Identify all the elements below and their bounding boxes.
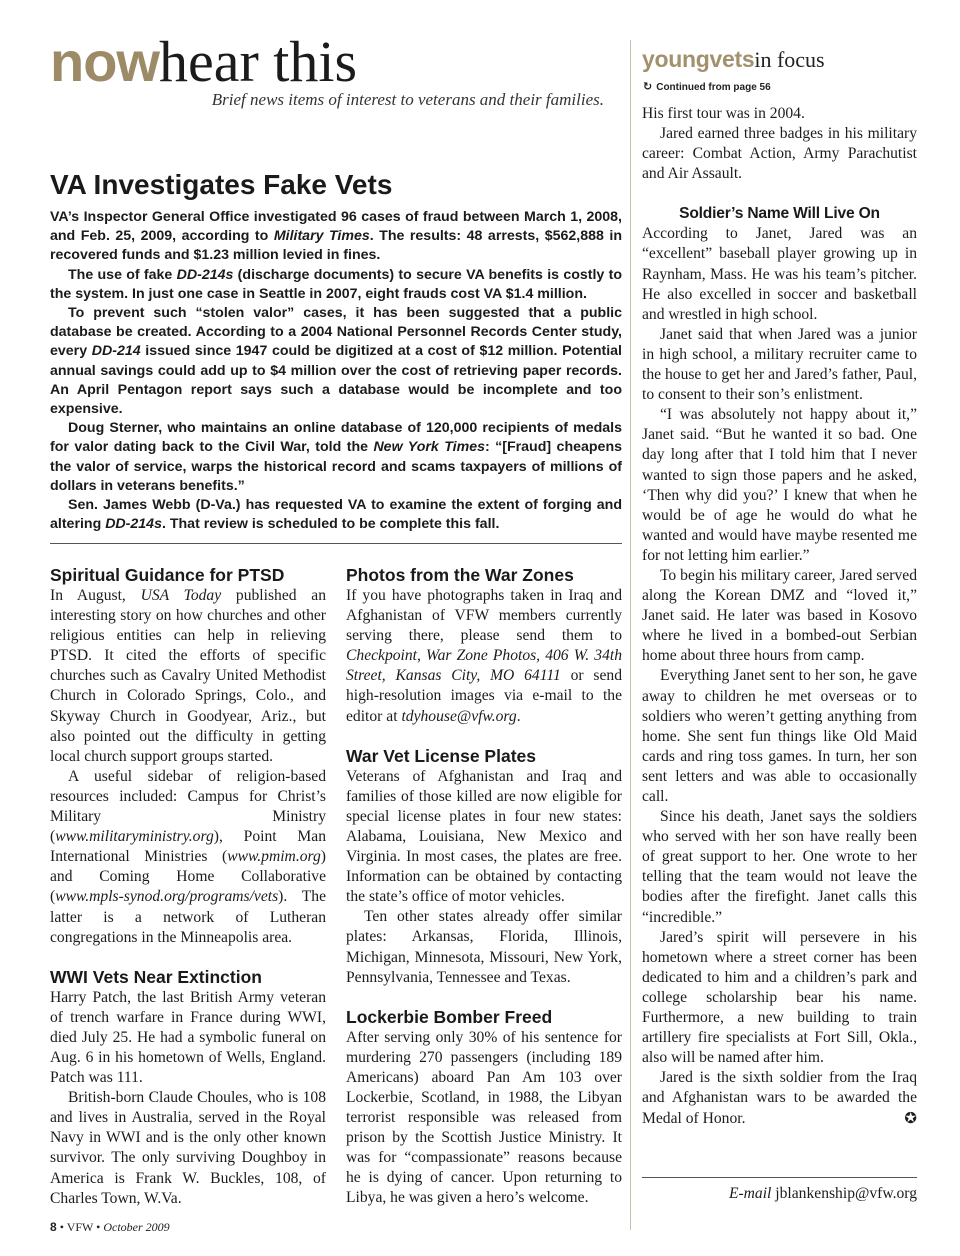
main-paragraph: VA’s Inspector General Office investigated 96 cases of fraud between March 1, 2008, and Feb. 25, 2009, according to Military Times. The results: 48 arrests, $562,888 in recovered funds and $1.23 million levied in fines.	[50, 209, 622, 264]
sidebar-paragraph: Jared earned three badges in his military career: Combat Action, Army Parachutist and Air Assault.	[642, 125, 917, 183]
sidebar-divider	[630, 40, 631, 1230]
ptsd-heading: Spiritual Guidance for PTSD	[50, 565, 285, 585]
sidebar-title	[642, 46, 922, 73]
main-article-body	[50, 208, 622, 534]
masthead-subtitle: Brief news items of interest to veterans and their families.	[211, 90, 604, 109]
sidebar-title-youngvets: youngvets	[642, 46, 755, 72]
lockerbie-paragraph: After serving only 30% of his sentence for murdering 270 passengers (including 189 Americans) aboard Pan Am 103 over Lockerbie, Scotland, in 1988, the Libyan terrorist responsible was released from prison by the Scottish Justice Ministry. It was for “compassionate” reasons because he is dying of cancer. Upon returning to Libya, he was given a hero’s welcome.	[346, 1028, 622, 1207]
link-militaryministry[interactable]: www.militaryministry.org	[55, 828, 214, 846]
magazine-name: VFW	[66, 1220, 94, 1234]
sidebar-paragraph: Everything Janet sent to her son, he gave away to children he met overseas or to soldiers who weren’t getting anything from home. She sent fun things like Old Maid cards and ring toss games. In turn, her son sent letters and was able to occasionally call.	[642, 667, 917, 805]
column-right	[642, 104, 917, 1129]
author-email: E-mail jblankenship@vfw.org	[728, 1185, 917, 1202]
issue-date: October 2009	[103, 1220, 170, 1234]
link-mpls-synod[interactable]: www.mpls-synod.org/programs/vets	[55, 888, 279, 906]
column-middle	[346, 564, 622, 1209]
sidebar-paragraph: Since his death, Janet says the soldiers who served with her son have really been of great support to her. One wrote to her telling that the team would not leave the bodies after the firefight. Janet calls this “incredible.”	[642, 808, 917, 926]
continued-note: ↻ Continued from page 56	[643, 81, 771, 93]
sidebar-bottom-rule	[642, 1177, 917, 1178]
author-email-link[interactable]: jblankenship@vfw.org	[775, 1185, 917, 1202]
masthead-hear-this: hear this	[158, 29, 358, 94]
masthead	[50, 29, 610, 96]
page-number: 8	[50, 1220, 57, 1234]
sidebar-paragraph: Jared is the sixth soldier from the Iraq and Afghanistan wars to be awarded the Medal of Honor. ✪	[642, 1069, 917, 1127]
sidebar-paragraph: According to Janet, Jared was an “excellent” baseball player growing up in Raynham, Mass. He was his team’s pitcher. He also excelled in soccer and basketball and wrestled in high school.	[642, 225, 917, 323]
link-pmim[interactable]: www.pmim.org	[227, 848, 321, 866]
masthead-now: now	[50, 30, 159, 93]
email-tdyhouse[interactable]: tdyhouse@vfw.org	[401, 707, 517, 725]
wwi-paragraph: British-born Claude Choules, who is 108 and lives in Australia, served in the Royal Navy in WWI and is the only other known survivor. The only surviving Doughboy in America is Frank W. Buckles, 108, of Charles Town, W.Va.	[50, 1089, 326, 1207]
main-paragraph: Doug Sterner, who maintains an online database of 120,000 recipients of medals for valor dating back to the Civil War, told the New York Times: “[Fraud] cheapens the valor of service, warps the historical record and scams taxpayers of millions of dollars in veterans benefits.”	[50, 420, 623, 494]
plates-paragraph: Veterans of Afghanistan and Iraq and families of those killed are now eligible for special license plates in four new states: Alabama, Louisiana, New Mexico and Virginia. In most cases, the plates are free. Information can be obtained by contacting the state’s office of motor vehicles.	[346, 767, 622, 906]
end-mark-icon: ✪	[904, 1110, 917, 1127]
sidebar-paragraph: His first tour was in 2004.	[642, 105, 805, 122]
sidebar-title-infocus: in focus	[754, 47, 825, 72]
wwi-paragraph: Harry Patch, the last British Army veteran of trench warfare in France during WWI, died July 25. He had a symbolic funeral on Aug. 6 in his hometown of Wells, England. Patch was 111.	[50, 988, 326, 1087]
main-divider	[50, 543, 622, 544]
wwi-heading: WWI Vets Near Extinction	[50, 966, 262, 987]
page-footer: 8 • VFW • October 2009	[50, 1220, 170, 1234]
sidebar-subhead: Soldier’s Name Will Live On	[679, 205, 880, 223]
sidebar-paragraph: To begin his military career, Jared served along the Korean DMZ and “loved it,” Janet said. He later was based in Kosovo where he lived in a bombed-out Serbian home about three hours from camp.	[642, 566, 917, 665]
ptsd-paragraph: A useful sidebar of religion-based resources included: Campus for Christ’s Military Ministry (www.militaryministry.org), Point Man International Ministries (www.pmim.org) and Coming Home Collaborative (www.mpls-synod.org/programs/vets). The latter is a network of Lutheran congregations in the Minneapolis area.	[50, 767, 326, 946]
photos-paragraph: If you have photographs taken in Iraq and Afghanistan of VFW members currently serving there, please send them to Checkpoint, War Zone Photos, 406 W. 34th Street, Kansas City, MO 64111 or send high-resolution images via e-mail to the editor at tdyhouse@vfw.org.	[346, 587, 622, 725]
sidebar-paragraph: Janet said that when Jared was a junior in high school, a military recruiter came to the house to get her and Jared’s father, Paul, to consent to their son’s enlistment.	[642, 325, 917, 404]
main-paragraph: Sen. James Webb (D-Va.) has requested VA to examine the extent of forging and altering DD-214s. That review is scheduled to be complete this fall.	[50, 497, 622, 533]
lockerbie-heading: Lockerbie Bomber Freed	[346, 1006, 553, 1027]
plates-heading: War Vet License Plates	[346, 745, 536, 766]
plates-paragraph: Ten other states already offer similar plates: Arkansas, Florida, Illinois, Michigan, Minnesota, Missouri, New York, Pennsylvania, Tennessee and Texas.	[346, 908, 622, 986]
continued-arrow-icon: ↻	[643, 81, 653, 93]
photos-heading: Photos from the War Zones	[346, 565, 574, 585]
sidebar-paragraph: Jared’s spirit will persevere in his hometown where a street corner has been dedicated to him and a children’s park and college scholarship bear his name. Furthermore, a new building to train artillery fire specialists at Fort Sill, Okla., also will be named after him.	[642, 928, 917, 1067]
sidebar-paragraph: “I was absolutely not happy about it,” Janet said. “But he wanted it so bad. One day long after that I told him that I never wanted to sign those papers and he asked, ‘Then why did you?’ I knew that when he would be of age he would do what he wanted and would have maybe resented me for not letting him earlier.”	[642, 406, 917, 564]
main-headline: VA Investigates Fake Vets	[50, 169, 393, 200]
column-left	[50, 564, 326, 1209]
ptsd-paragraph: In August, USA Today published an interesting story on how churches and other religious entities can help in relieving PTSD. It cited the efforts of specific churches such as Cavalry United Methodist Church in Colorado Springs, Colo., and Skyway Church in Goodyear, Ariz., but also pointed out the difficulty in getting local church support groups started.	[50, 587, 326, 765]
main-paragraph: The use of fake DD-214s (discharge documents) to secure VA benefits is costly to the system. In just one case in Seattle in 2007, eight frauds cost VA $1.4 million.	[50, 266, 622, 302]
main-paragraph: To prevent such “stolen valor” cases, it has been suggested that a public database be created. According to a 2004 National Personnel Records Center study, every DD-214 issued since 1947 could be digitized at a cost of $12 million. Potential annual savings could add up to $4 million over the cost of retrieving paper records. An April Pentagon report says such a database would be incomplete and too expensive.	[50, 305, 622, 418]
